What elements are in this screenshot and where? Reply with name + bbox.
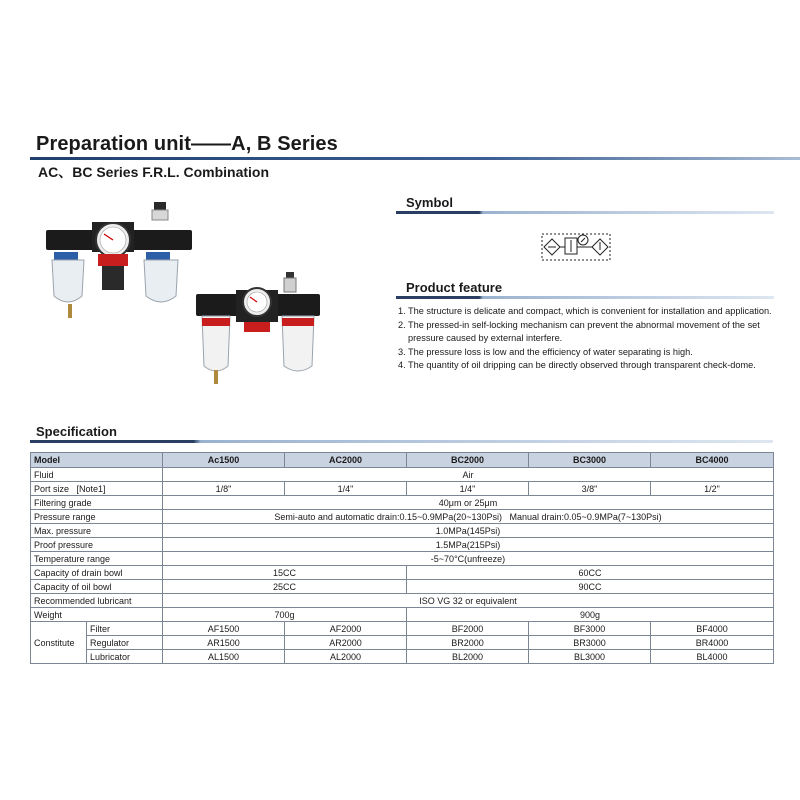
- feature-heading: Product feature: [406, 280, 503, 295]
- product-image-bc: [190, 270, 330, 390]
- table-row: Temperature range -5~70°C(unfreeze): [31, 552, 774, 566]
- table-row: Filtering grade 40μm or 25μm: [31, 496, 774, 510]
- symbol-divider: [396, 211, 774, 214]
- table-row: Capacity of oil bowl 25CC 90CC: [31, 580, 774, 594]
- table-row: Capacity of drain bowl 15CC 60CC: [31, 566, 774, 580]
- frl-symbol-icon: [540, 228, 612, 264]
- feature-divider: [396, 296, 774, 299]
- title-divider: [30, 157, 800, 160]
- table-row: Recommended lubricant ISO VG 32 or equivalent: [31, 594, 774, 608]
- spec-divider: [30, 440, 773, 443]
- page-title: Preparation unit——A, B Series: [36, 133, 338, 155]
- table-row: Regulator AR1500 AR2000 BR2000 BR3000 BR4000: [31, 636, 774, 650]
- table-row: Constitute Filter AF1500 AF2000 BF2000 BF3000 BF4000: [31, 622, 774, 636]
- table-row: Port size [Note1] 1/8" 1/4" 1/4" 3/8" 1/2": [31, 482, 774, 496]
- table-row: Proof pressure 1.5MPa(215Psi): [31, 538, 774, 552]
- spec-table: [30, 452, 774, 664]
- feature-item: 2. The pressed-in self-locking mechanism can prevent the abnormal movement of the set pressure caused by external interfere.: [398, 319, 760, 344]
- symbol-heading: Symbol: [406, 195, 453, 210]
- table-row: Weight 700g 900g: [31, 608, 774, 622]
- spec-heading: Specification: [36, 424, 117, 439]
- feature-item: 4. The quantity of oil dripping can be directly observed through transparent check-dome.: [398, 360, 756, 371]
- table-header-row: Model Ac1500 AC2000 BC2000 BC3000 BC4000: [31, 453, 774, 468]
- table-row: Pressure range Semi-auto and automatic drain:0.15~0.9MPa(20~130Psi) Manual drain:0.05~0.9MPa(7~130Psi): [31, 510, 774, 524]
- table-row: Fluid Air: [31, 468, 774, 482]
- product-image-ac: [34, 196, 204, 326]
- feature-list: [398, 305, 778, 373]
- feature-item: 3. The pressure loss is low and the efficiency of water separating is high.: [398, 346, 693, 357]
- table-row: Lubricator AL1500 AL2000 BL2000 BL3000 BL4000: [31, 650, 774, 664]
- page-subtitle: AC、BC Series F.R.L. Combination: [38, 164, 270, 180]
- feature-item: 1. The structure is delicate and compact, which is convenient for installation and application.: [398, 306, 772, 316]
- table-row: Max. pressure 1.0MPa(145Psi): [31, 524, 774, 538]
